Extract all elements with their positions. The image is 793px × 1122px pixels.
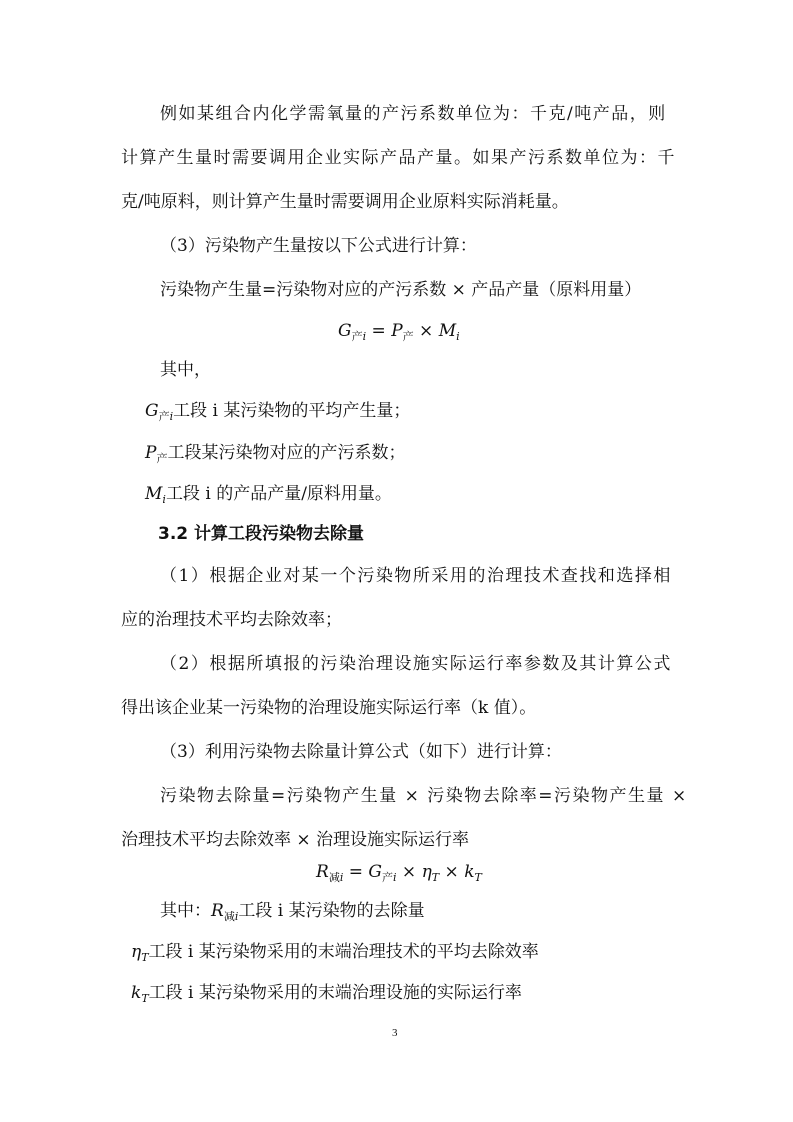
- paragraph-line: （3）利用污染物去除量计算公式（如下）进行计算：: [160, 742, 562, 762]
- definition-k: $k_T$工段 i 某污染物采用的末端治理设施的实际运行率: [131, 983, 522, 1005]
- definition-m: $M_i$工段 i 的产品产量/原料用量。: [145, 484, 392, 506]
- paragraph-line: 计算产生量时需要调用企业实际产品产量。如果产污系数单位为：千: [121, 148, 676, 168]
- paragraph-line: 克/吨原料，则计算产生量时需要调用企业原料实际消耗量。: [121, 192, 569, 212]
- paragraph-line: 污染物去除量=污染物产生量 × 污染物去除率=污染物产生量 ×: [160, 786, 688, 806]
- paragraph-line: 应的治理技术平均去除效率；: [121, 610, 342, 630]
- paragraph-line: 污染物产生量=污染物对应的产污系数 × 产品产量（原料用量）: [160, 280, 642, 300]
- paragraph-line: （2）根据所填报的污染治理设施实际运行率参数及其计算公式: [160, 654, 672, 674]
- definition-g: $G_{产i}$工段 i 某污染物的平均产生量；: [145, 401, 411, 423]
- paragraph-line: （3）污染物产生量按以下公式进行计算：: [160, 236, 477, 256]
- definition-p: $P_产$工段某污染物对应的产污系数；: [145, 443, 406, 465]
- formula-production: $G_{产i} = P_产 \times M_i$: [338, 321, 460, 343]
- paragraph-line: 其中，: [160, 360, 211, 380]
- section-heading: 3.2 计算工段污染物去除量: [158, 524, 365, 544]
- paragraph-line: 得出该企业某一污染物的治理设施实际运行率（k 值）。: [121, 698, 537, 718]
- paragraph-line: （1）根据企业对某一个污染物所采用的治理技术查找和选择相: [160, 566, 672, 586]
- paragraph-line: 例如某组合内化学需氧量的产污系数单位为：千克/吨产品，则: [160, 104, 667, 124]
- page-number: 3: [392, 1027, 398, 1039]
- definition-r: 其中：$R_{减i}$工段 i 某污染物的去除量: [160, 901, 425, 923]
- formula-removal: $R_{减i} = G_{产i} \times \eta_T \times k_T$: [316, 862, 482, 884]
- paragraph-line: 治理技术平均去除效率 × 治理设施实际运行率: [121, 830, 470, 850]
- definition-eta: $\eta_T$工段 i 某污染物采用的末端治理技术的平均去除效率: [131, 942, 539, 964]
